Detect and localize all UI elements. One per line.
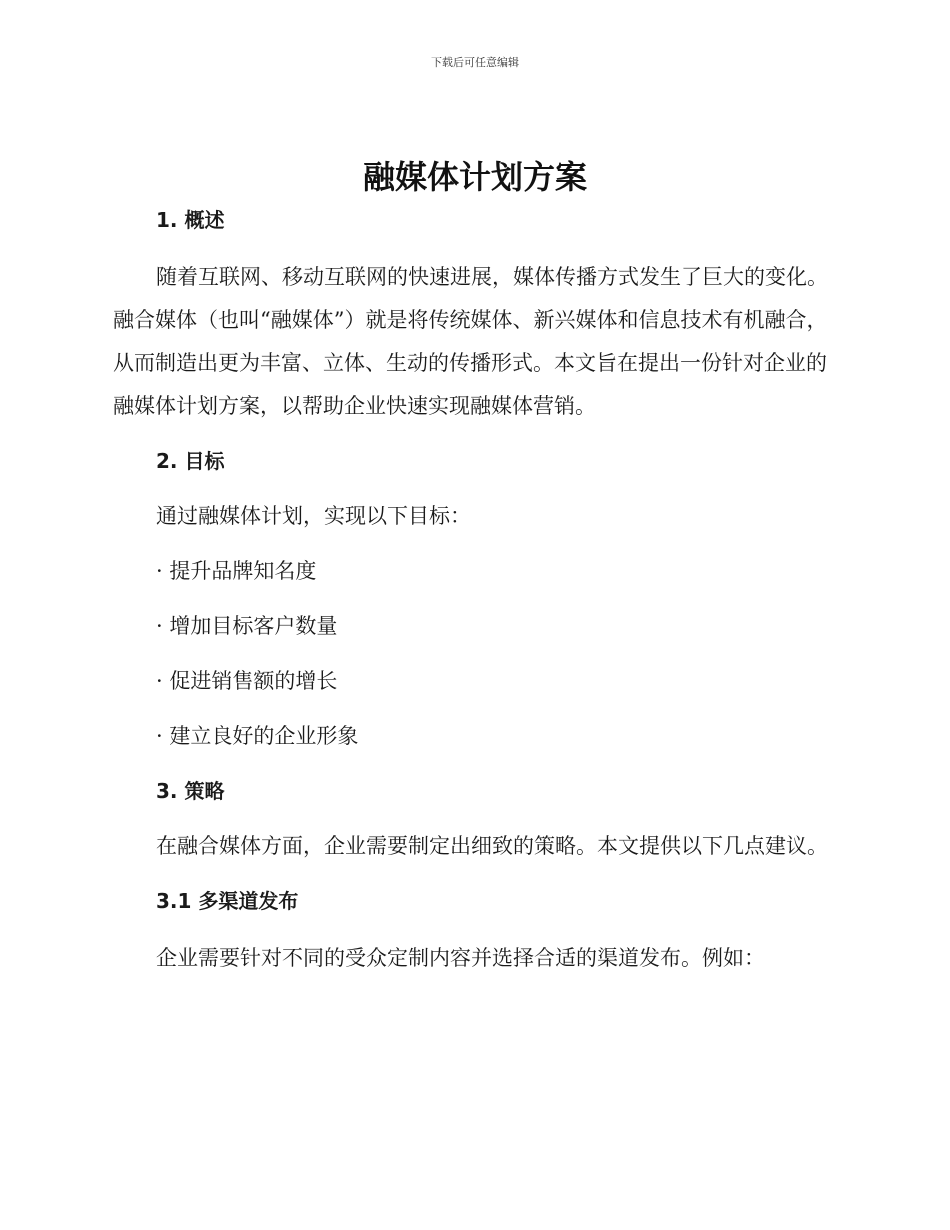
goal-item: · 提升品牌知名度 [156, 559, 317, 583]
multichannel-paragraph: 企业需要针对不同的受众定制内容并选择合适的渠道发布。例如： [156, 946, 765, 970]
goal-item: · 增加目标客户数量 [156, 614, 338, 638]
page-header-note: 下载后可任意编辑 [431, 56, 519, 69]
document-title: 融媒体计划方案 [362, 158, 587, 196]
section-heading-multichannel: 3.1 多渠道发布 [156, 889, 299, 913]
section-heading-goals: 2. 目标 [156, 449, 225, 473]
strategy-paragraph: 在融合媒体方面，企业需要制定出细致的策略。本文提供以下几点建议。 [156, 834, 828, 858]
overview-paragraph: 随着互联网、移动互联网的快速进展，媒体传播方式发生了巨大的变化。融合媒体（也叫“融媒体”）就是将传统媒体、新兴媒体和信息技术有机融合，从而制造出更为丰富、立体、生动的传播形式。本文旨在提出一份针对企业的融媒体计划方案，以帮助企业快速实现融媒体营销。 [113, 265, 828, 418]
goal-item: · 建立良好的企业形象 [156, 724, 359, 748]
section-heading-strategy: 3. 策略 [156, 779, 225, 803]
section-heading-overview: 1. 概述 [156, 208, 225, 232]
document-body [113, 204, 835, 980]
goals-intro: 通过融媒体计划，实现以下目标： [156, 504, 471, 528]
goal-item: · 促进销售额的增长 [156, 669, 338, 693]
